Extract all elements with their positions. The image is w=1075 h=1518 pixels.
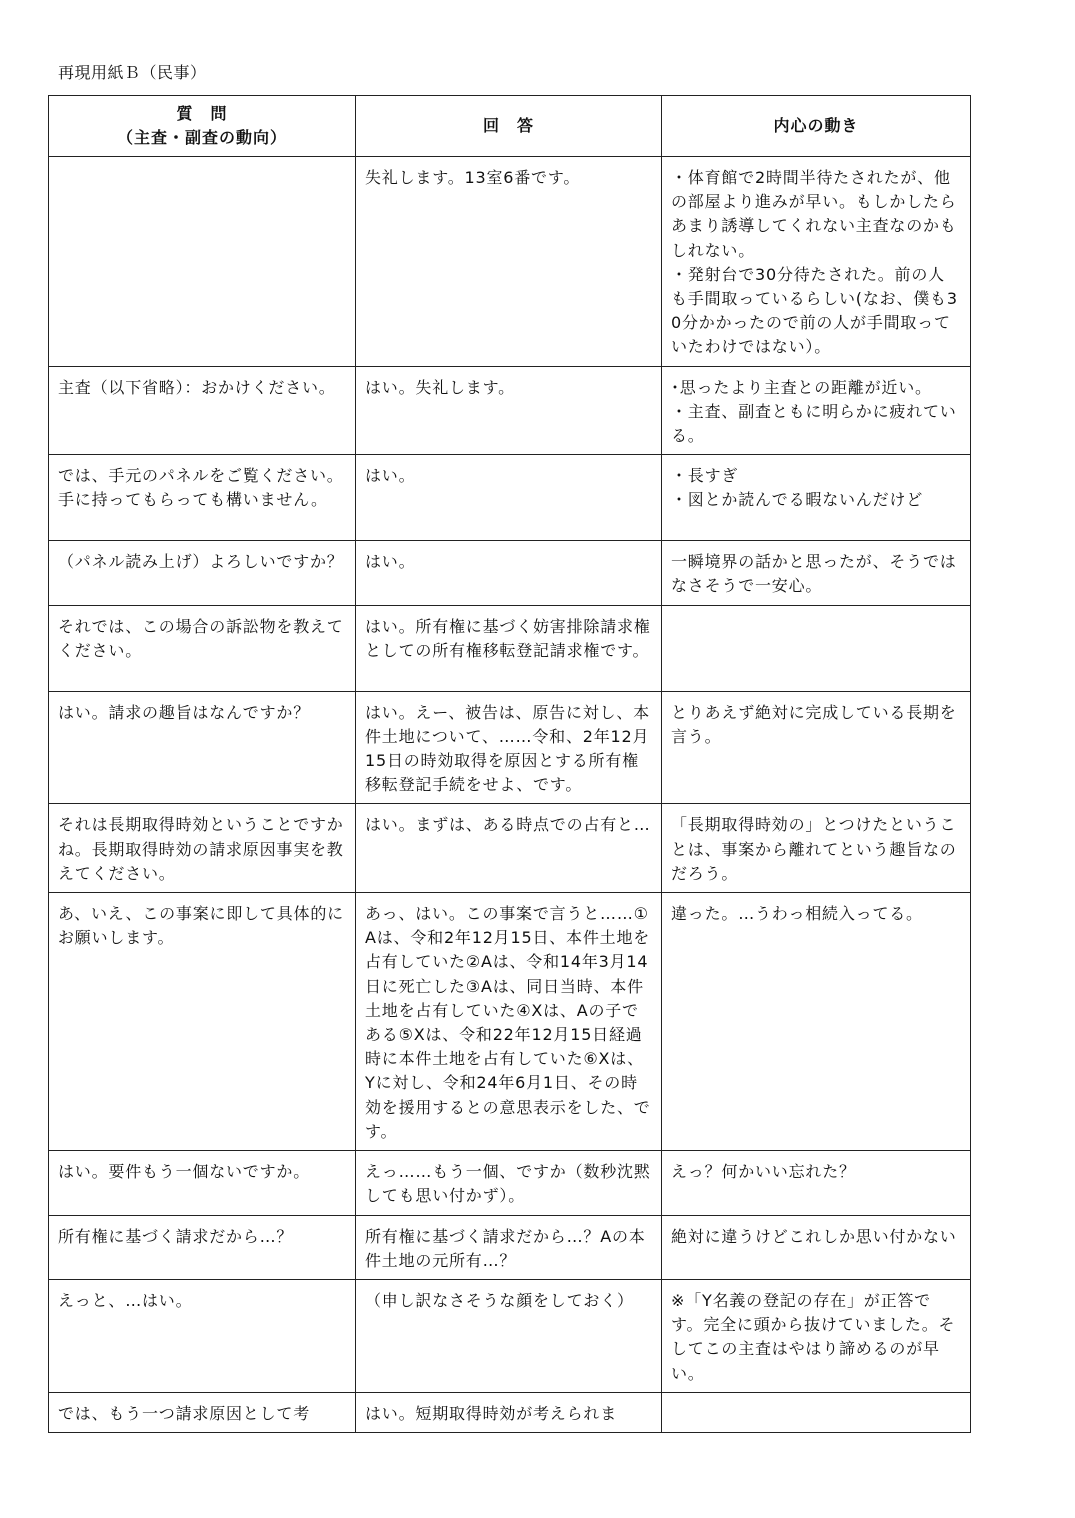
table-row (49, 605, 971, 691)
table-row (49, 804, 971, 893)
feeling-cell: ※「Y名義の登記の存在」が正答です。完全に頭から抜けていました。そしてこの主査はやはり諦めるのが早い。 (662, 1279, 971, 1392)
table-row (49, 157, 971, 367)
header-answer: 回 答 (356, 96, 662, 157)
feeling-cell: ・体育館で2時間半待たされたが、他の部屋より進みが早い。もしかしたらあまり誘導してくれない主査なのかもしれない。 ・発射台で30分待たされた。前の人も手間取っているらしい(なお、僕も30分かかったので前の人が手間取っていたわけではない）。 (662, 157, 971, 367)
feeling-cell: えっ？何かいい忘れた？ (662, 1151, 971, 1215)
answer-cell: はい。 (356, 455, 662, 541)
feeling-cell: 「長期取得時効の」とつけたということは、事案から離れてという趣旨なのだろう。 (662, 804, 971, 893)
answer-cell: はい。 (356, 541, 662, 605)
answer-cell: えっ……もう一個、ですか（数秒沈黙しても思い付かず）。 (356, 1151, 662, 1215)
question-cell: 所有権に基づく請求だから…？ (49, 1215, 356, 1279)
feeling-cell: 絶対に違うけどこれしか思い付かない (662, 1215, 971, 1279)
question-cell: それでは、この場合の訴訟物を教えてください。 (49, 605, 356, 691)
feeling-cell: 違った。…うわっ相続入ってる。 (662, 893, 971, 1151)
header-row (49, 96, 971, 157)
question-cell: では、手元のパネルをご覧ください。手に持ってもらっても構いません。 (49, 455, 356, 541)
answer-cell: あっ、はい。この事案で言うと……①Aは、令和2年12月15日、本件土地を占有していた②Aは、令和14年3月14日に死亡した③Aは、同日当時、本件土地を占有していた④Xは、Aの子である⑤Xは、令和22年12月15日経過時に本件土地を占有していた⑥Xは、Yに対し、令和24年6月1日、その時効を援用するとの意思表示をした、です。 (356, 893, 662, 1151)
table-row (49, 691, 971, 804)
answer-cell: 所有権に基づく請求だから…？Aの本件土地の元所有…？ (356, 1215, 662, 1279)
question-cell: あ、いえ、この事案に即して具体的にお願いします。 (49, 893, 356, 1151)
answer-cell: はい。まずは、ある時点での占有と… (356, 804, 662, 893)
feeling-cell: とりあえず絶対に完成している長期を言う。 (662, 691, 971, 804)
feeling-cell (662, 1392, 971, 1432)
question-cell: えっと、…はい。 (49, 1279, 356, 1392)
question-cell: それは長期取得時効ということですかね。長期取得時効の請求原因事実を教えてください。 (49, 804, 356, 893)
table-row (49, 366, 971, 455)
answer-cell: はい。所有権に基づく妨害排除請求権としての所有権移転登記請求権です。 (356, 605, 662, 691)
question-cell: （パネル読み上げ）よろしいですか？ (49, 541, 356, 605)
answer-cell: （申し訳なさそうな顔をしておく） (356, 1279, 662, 1392)
feeling-cell: ・長すぎ ・図とか読んでる暇ないんだけど (662, 455, 971, 541)
answer-cell: 失礼します。13室6番です。 (356, 157, 662, 367)
table-row (49, 1215, 971, 1279)
table-row (49, 893, 971, 1151)
feeling-cell (662, 605, 971, 691)
header-question: 質 問 （主査・副査の動向） (49, 96, 356, 157)
question-cell: はい。要件もう一個ないですか。 (49, 1151, 356, 1215)
answer-cell: はい。えー、被告は、原告に対し、本件土地について、……令和、2年12月15日の時効取得を原因とする所有権移転登記手続をせよ、です。 (356, 691, 662, 804)
question-cell (49, 157, 356, 367)
feeling-cell: ･思ったより主査との距離が近い。 ・主査、副査ともに明らかに疲れている。 (662, 366, 971, 455)
answer-cell: はい。失礼します。 (356, 366, 662, 455)
table-row (49, 455, 971, 541)
document-title: 再現用紙Ｂ（民事） (58, 63, 207, 82)
question-cell: はい。請求の趣旨はなんですか？ (49, 691, 356, 804)
table-row (49, 541, 971, 605)
feeling-cell: 一瞬境界の話かと思ったが、そうではなさそうで一安心。 (662, 541, 971, 605)
interview-table (48, 95, 971, 1433)
table-row (49, 1279, 971, 1392)
table-row (49, 1151, 971, 1215)
header-feeling: 内心の動き (662, 96, 971, 157)
table-row (49, 1392, 971, 1432)
answer-cell: はい。短期取得時効が考えられま (356, 1392, 662, 1432)
question-cell: 主査（以下省略）：おかけください。 (49, 366, 356, 455)
question-cell: では、もう一つ請求原因として考 (49, 1392, 356, 1432)
